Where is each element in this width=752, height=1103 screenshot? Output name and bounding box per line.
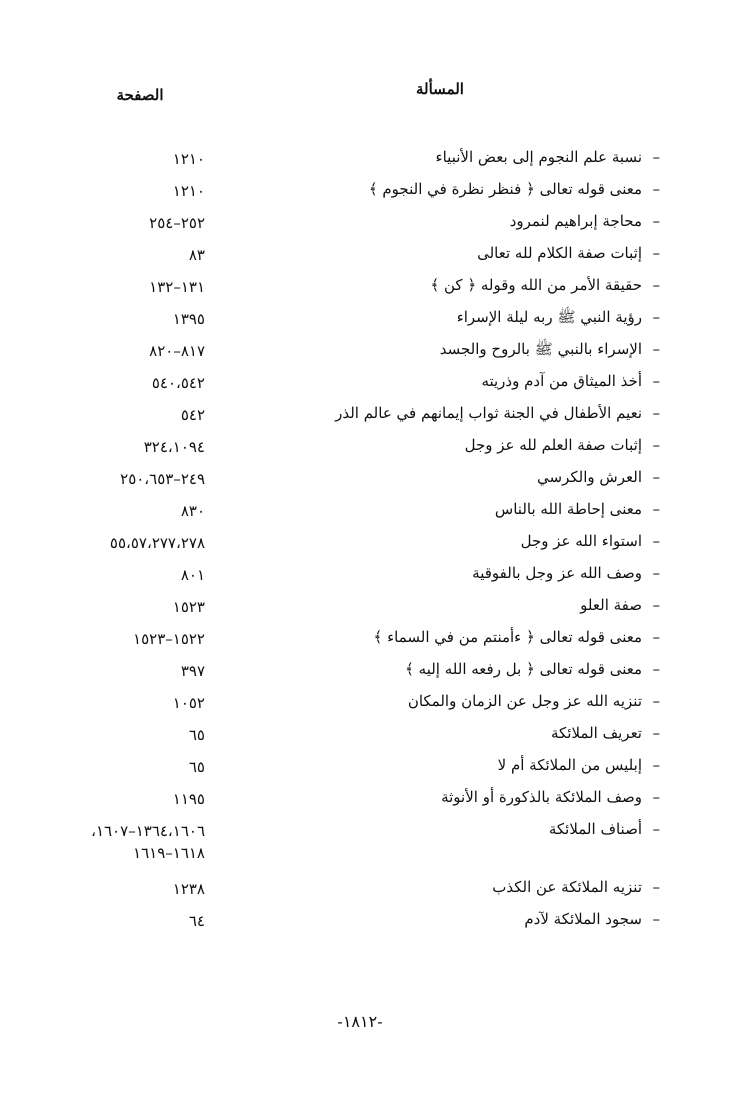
entry-dash: – — [652, 532, 660, 550]
entry-pages: ١٥٢٢–١٥٢٣ — [133, 630, 205, 648]
index-entry — [60, 498, 660, 530]
index-entry — [60, 434, 660, 466]
index-entry — [60, 754, 660, 786]
entry-topic: وصف الملائكة بالذكورة أو الأنوثة — [441, 788, 642, 806]
entry-topic: إثبات صفة العلم لله عز وجل — [464, 436, 642, 454]
entry-topic: العرش والكرسي — [537, 468, 642, 486]
entry-pages: ١٢٣٨ — [172, 880, 205, 898]
index-entry — [60, 722, 660, 754]
entry-dash: – — [652, 756, 660, 774]
entry-pages: ١٠٥٢ — [172, 694, 205, 712]
entry-dash: – — [652, 276, 660, 294]
entry-topic: نعيم الأطفال في الجنة ثواب إيمانهم في عالم الذر — [335, 404, 642, 422]
entry-dash: – — [652, 436, 660, 454]
entry-dash: – — [652, 148, 660, 166]
entry-pages: ٢٥٢–٢٥٤ — [149, 214, 205, 232]
entry-pages: ٨٠١ — [180, 566, 205, 584]
index-entry — [60, 274, 660, 306]
index-entry — [60, 786, 660, 818]
entry-pages: ٢٤٩–٢٥٠،٦٥٣ — [120, 470, 205, 488]
entry-topic: أصناف الملائكة — [548, 820, 642, 838]
entry-topic: حقيقة الأمر من الله وقوله ﴿ كن ﴾ — [430, 276, 642, 294]
index-entry — [60, 818, 660, 876]
entry-topic: إبليس من الملائكة أم لا — [497, 756, 642, 774]
entry-pages: ١٢١٠ — [172, 150, 205, 168]
index-entry — [60, 210, 660, 242]
index-entry — [60, 338, 660, 370]
entry-dash: – — [652, 692, 660, 710]
entry-dash: – — [652, 660, 660, 678]
index-entry — [60, 876, 660, 908]
entry-topic: تعريف الملائكة — [550, 724, 642, 742]
entry-dash: – — [652, 404, 660, 422]
index-entry — [60, 242, 660, 274]
entry-topic: معنى قوله تعالى ﴿ فنظر نظرة في النجوم ﴾ — [368, 180, 642, 198]
entry-pages-line: ١٦١٨–١٦١٩ — [133, 844, 205, 862]
entry-topic: رؤية النبي ﷺ ربه ليلة الإسراء — [456, 308, 642, 326]
entry-dash: – — [652, 212, 660, 230]
entry-dash: – — [652, 596, 660, 614]
entry-pages: ٦٥ — [188, 726, 205, 744]
entry-dash: – — [652, 878, 660, 896]
index-entry — [60, 908, 660, 940]
entry-dash: – — [652, 340, 660, 358]
entry-pages: ٨١٧–٨٢٠ — [149, 342, 205, 360]
entry-pages: ١٣١–١٣٢ — [149, 278, 205, 296]
entry-dash: – — [652, 500, 660, 518]
entry-dash: – — [652, 244, 660, 262]
entry-topic: نسبة علم النجوم إلى بعض الأنبياء — [435, 148, 642, 166]
column-header-topic: المسألة — [416, 80, 464, 98]
entry-pages: ٨٣ — [188, 246, 205, 264]
entry-pages: ٨٣٠ — [180, 502, 205, 520]
entry-topic: صفة العلو — [580, 596, 642, 614]
entry-dash: – — [652, 372, 660, 390]
entry-topic: معنى قوله تعالى ﴿ بل رفعه الله إليه ﴾ — [405, 660, 642, 678]
entry-pages: ١٣٩٥ — [172, 310, 205, 328]
entry-topic: تنزيه الملائكة عن الكذب — [492, 878, 642, 896]
index-entry — [60, 562, 660, 594]
entry-pages: ٣٩٧ — [180, 662, 205, 680]
entry-pages: ٥٥،٥٧،٢٧٧،٢٧٨ — [109, 534, 205, 552]
entry-topic: إثبات صفة الكلام لله تعالى — [477, 244, 642, 262]
index-entry — [60, 466, 660, 498]
index-entry — [60, 530, 660, 562]
entry-pages: ٦٥ — [188, 758, 205, 776]
entry-dash: – — [652, 180, 660, 198]
entry-pages — [65, 820, 205, 864]
entry-topic: استواء الله عز وجل — [520, 532, 642, 550]
entry-dash: – — [652, 628, 660, 646]
entry-dash: – — [652, 820, 660, 838]
index-entry — [60, 306, 660, 338]
entry-pages: ٦٤ — [188, 912, 205, 930]
entry-dash: – — [652, 468, 660, 486]
page-number: -١٨١٢- — [337, 1012, 383, 1031]
entry-pages: ١١٩٥ — [172, 790, 205, 808]
entry-dash: – — [652, 788, 660, 806]
entry-topic: معنى قوله تعالى ﴿ ءأمنتم من في السماء ﴾ — [373, 628, 642, 646]
entry-dash: – — [652, 724, 660, 742]
entry-topic: أخذ الميثاق من آدم وذريته — [481, 372, 642, 390]
index-entry — [60, 178, 660, 210]
entry-pages: ١٥٢٣ — [172, 598, 205, 616]
entry-dash: – — [652, 910, 660, 928]
entry-dash: – — [652, 308, 660, 326]
entry-topic: الإسراء بالنبي ﷺ بالروح والجسد — [439, 340, 642, 358]
index-entry — [60, 402, 660, 434]
index-entry — [60, 594, 660, 626]
entry-topic: وصف الله عز وجل بالفوقية — [472, 564, 642, 582]
index-entry — [60, 658, 660, 690]
column-header-page: الصفحة — [116, 86, 164, 104]
entry-pages: ٣٢٤،١٠٩٤ — [143, 438, 205, 456]
entry-dash: – — [652, 564, 660, 582]
index-entry — [60, 690, 660, 722]
entry-topic: سجود الملائكة لآدم — [524, 910, 642, 928]
index-entry — [60, 370, 660, 402]
index-entry — [60, 626, 660, 658]
entry-topic: محاجة إبراهيم لنمرود — [509, 212, 642, 230]
entry-pages-line: ١٣٦٤،١٦٠٦–١٦٠٧، — [91, 822, 205, 840]
index-entry — [60, 146, 660, 178]
index-list — [60, 146, 660, 940]
entry-pages: ٥٤٢ — [180, 406, 205, 424]
entry-pages: ١٢١٠ — [172, 182, 205, 200]
entry-topic: معنى إحاطة الله بالناس — [494, 500, 642, 518]
entry-pages: ٥٤٠،٥٤٢ — [151, 374, 205, 392]
entry-topic: تنزيه الله عز وجل عن الزمان والمكان — [407, 692, 642, 710]
